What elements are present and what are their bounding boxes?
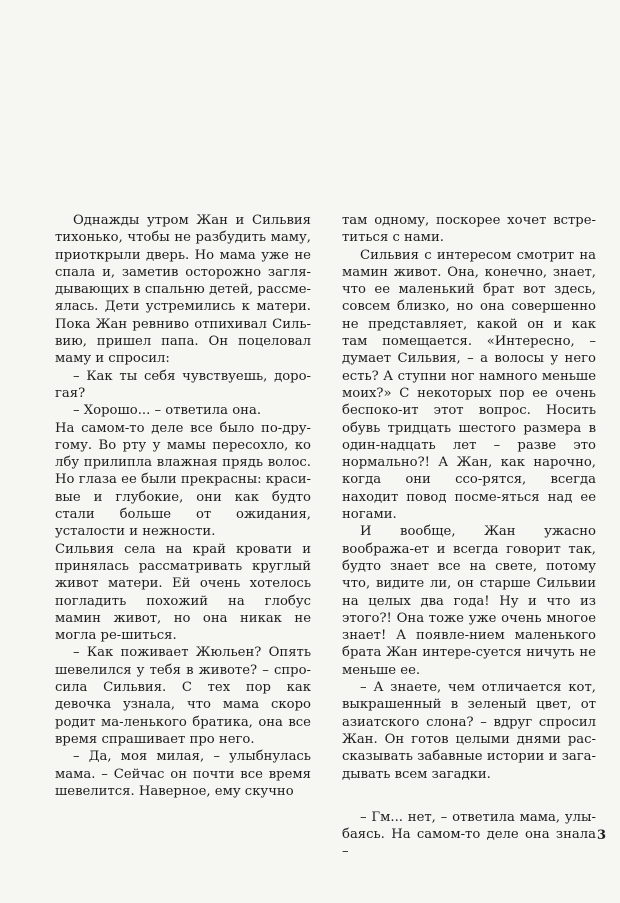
left-column	[55, 212, 311, 800]
paragraph: Однажды утром Жан и Сильвия тихонько, чтобы не разбудить маму, приоткрыли дверь. Но мама уже не спала и, заметив осторожно загля-дывающих в спальню детей, рассме-ялась. Дети устремились к матери. Пока Жан ревниво отпихивал Силь-вию, пришел папа. Он поцеловал маму и спросил:	[55, 213, 311, 367]
paragraph: – Да, моя милая, – улыбнулась мама. – Сейчас он почти все время шевелится. Наверное, ему скучно	[55, 749, 311, 799]
paragraph: – Хорошо... – ответила она.	[73, 403, 262, 419]
paragraph: Сильвия с интересом смотрит на мамин живот. Она, конечно, знает, что ее маленький брат вот здесь, совсем близко, но она совершенно не представляет, какой он и как там помещается. «Интересно, – думает Сильвия, – а волосы у него есть? А ступни ног намного меньше моих?» С некоторых пор ее очень беспоко-ит этот вопрос. Носить обувь тридцать шестого размера в один-надцать лет – разве это нормально?! А Жан, как нарочно, когда они ссо-рятся, всегда находит повод посме-яться над ее ногами.	[342, 247, 596, 523]
right-column	[342, 212, 596, 861]
paragraph: – Как ты себя чувствуешь, доро-гая?	[55, 368, 311, 401]
paragraph: – А знаете, чем отличается кот, выкрашенный в зеленый цвет, от азиатского слона? – вдруг спросил Жан. Он готов целыми днями рас-сказывать забавные истории и зага-дывать всем загадки.	[342, 680, 596, 782]
paragraph: – Как поживает Жюльен? Опять шевелился у тебя в животе? – спро-сила Сильвия. С тех пор как девочка узнала, что мама скоро родит ма-ленького братика, она все время спрашивает про него.	[55, 645, 311, 747]
paragraph: И вообще, Жан ужасно вообража-ет и всегда говорит так, будто знает все на свете, потому что, видите ли, он старше Сильвии на целых два года! Ну и что из этого?! Она тоже уже очень многое знает! А появле-нием маленького брата Жан интере-суется ничуть не меньше ее.	[342, 524, 596, 678]
paragraph: там одному, поскорее хочет встре-титься с нами.	[342, 213, 596, 246]
paragraph: Сильвия села на край кровати и принялась рассматривать круглый живот матери. Ей очень хотелось погладить похожий на глобус мамин живот, но она никак не могла ре-шиться.	[55, 541, 311, 644]
page-number: 3	[597, 828, 607, 843]
paragraph: – Гм... нет, – ответила мама, улы-баясь. На самом-то деле она знала –	[342, 809, 596, 860]
paragraph: На самом-то деле все было по-дру-гому. Во рту у мамы пересохло, ко лбу прилипла влажная прядь волос. Но глаза ее были прекрасны: краси-вые и глубокие, они как будто стали больше от ожидания, усталости и нежности.	[55, 420, 311, 540]
